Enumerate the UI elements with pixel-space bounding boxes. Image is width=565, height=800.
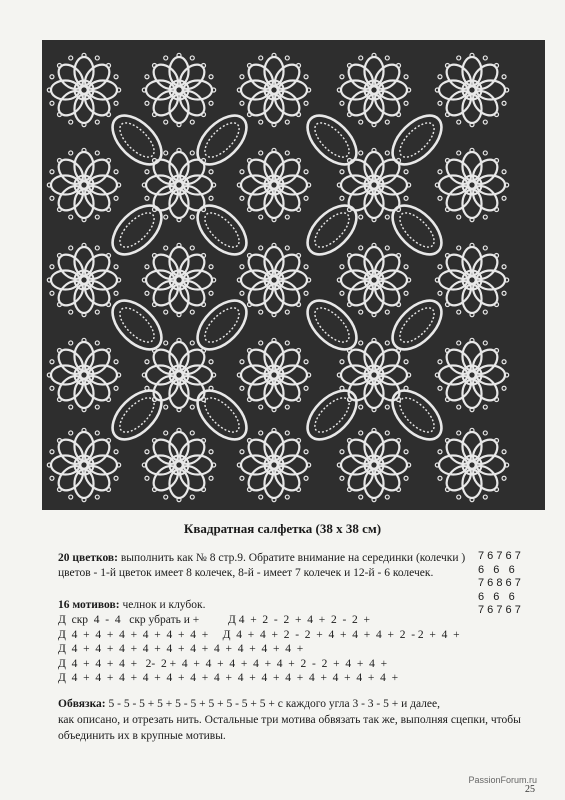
- motif-row: Д 4 + 4 + 4 + 4 + 4 + 4 + Д 4 + 4 + 2 - 2 + 4 + 4 + 4 + 2 - 2 + 4 +: [58, 628, 460, 641]
- page-number: 25: [525, 784, 535, 795]
- lace-leaf-motif: [299, 292, 365, 358]
- lace-flower: [237, 338, 310, 411]
- binding-instructions: [58, 697, 521, 743]
- lace-flower: [237, 428, 310, 501]
- lace-leaf-motif: [384, 197, 450, 263]
- grid-row: 7 6 7 6 7: [478, 604, 521, 616]
- ring-count-grid: [478, 550, 521, 618]
- binding-line3: объединить их в крупные мотивы.: [58, 730, 226, 742]
- lace-leaf-motif: [189, 197, 255, 263]
- lace-leaf-motif: [189, 292, 255, 358]
- lace-flower: [435, 53, 508, 126]
- flowers-instructions: [58, 551, 465, 580]
- lace-flower: [237, 148, 310, 221]
- site-watermark: PassionForum.ru: [468, 775, 537, 785]
- motif-rows: [58, 613, 460, 686]
- motif-row: Д 4 + 4 + 4 + 2- 2 + 4 + 4 + 4 + 4 + 4 + 2 - 2 + 4 + 4 +: [58, 657, 388, 670]
- lace-pattern-image: [42, 40, 545, 510]
- photo-caption: Квадратная салфетка (38 х 38 см): [183, 521, 382, 536]
- lace-flower: [337, 243, 410, 316]
- lace-flower: [337, 148, 410, 221]
- lace-flower: [142, 148, 215, 221]
- lace-leaf-motif: [299, 382, 365, 448]
- motifs-heading: [58, 598, 205, 612]
- lace-leaf-motif: [104, 197, 170, 263]
- lace-leaf-motif: [104, 292, 170, 358]
- lace-leaf-motif: [299, 197, 365, 263]
- motifs-text: челнок и клубок.: [119, 599, 206, 611]
- lace-flower: [142, 243, 215, 316]
- lace-leaf-motif: [104, 107, 170, 173]
- lace-flower: [47, 148, 120, 221]
- lace-leaf-motif: [104, 382, 170, 448]
- grid-row: 7 6 8 6 7: [478, 577, 521, 589]
- binding-label: Обвязка:: [58, 698, 106, 710]
- lace-flower: [435, 148, 508, 221]
- lace-flower: [237, 243, 310, 316]
- lace-leaf-motif: [384, 107, 450, 173]
- grid-row: 6 6 6: [478, 563, 515, 576]
- lace-leaf-motif: [384, 382, 450, 448]
- flowers-line1: выполнить как № 8 стр.9. Обратите внимание на серединки (колечки ): [117, 552, 466, 564]
- lace-doily-photo: [42, 40, 545, 510]
- lace-flower: [142, 428, 215, 501]
- lace-flower: [47, 338, 120, 411]
- motif-row: Д 4 + 4 + 4 + 4 + 4 + 4 + 4 + 4 + 4 + 4 + 4 + 4 + 4 + 4 +: [58, 672, 399, 684]
- lace-leaf-motif: [189, 107, 255, 173]
- lace-flower: [237, 53, 310, 126]
- lace-flower: [47, 243, 120, 316]
- motif-row: Д 4 + 4 + 4 + 4 + 4 + 4 + 4 + 4 + 4 + 4 +: [58, 643, 304, 655]
- lace-flower: [337, 428, 410, 501]
- lace-flower: [435, 338, 508, 411]
- binding-line1: 5 - 5 - 5 + 5 + 5 - 5 + 5 + 5 - 5 + 5 + с каждого угла 3 - 3 - 5 + и далее,: [105, 698, 440, 710]
- flowers-label: 20 цветков:: [58, 552, 118, 564]
- flowers-line2: цветов - 1-й цветок имеет 8 колечек, 8-й - имеет 7 колечек и 12-й - 6 колечек.: [58, 567, 434, 579]
- lace-leaf-motif: [189, 382, 255, 448]
- binding-line2: как описано, и отрезать нить. Остальные три мотива обвязать так же, выполняя сцепки, чтобы: [58, 714, 521, 726]
- lace-flower: [337, 53, 410, 126]
- lace-flower: [47, 53, 120, 126]
- motifs-label: 16 мотивов:: [58, 599, 120, 611]
- grid-row: 7 6 7 6 7: [478, 550, 521, 562]
- grid-row: 6 6 6: [478, 590, 515, 603]
- lace-leaf-motif: [299, 107, 365, 173]
- lace-flower: [142, 53, 215, 126]
- lace-flower: [47, 428, 120, 501]
- lace-flower: [435, 428, 508, 501]
- lace-flower: [435, 243, 508, 316]
- lace-leaf-motif: [384, 292, 450, 358]
- motif-row: Д скр 4 - 4 скр убрать и + Д 4 + 2 - 2 + 4 + 2 - 2 +: [58, 614, 371, 626]
